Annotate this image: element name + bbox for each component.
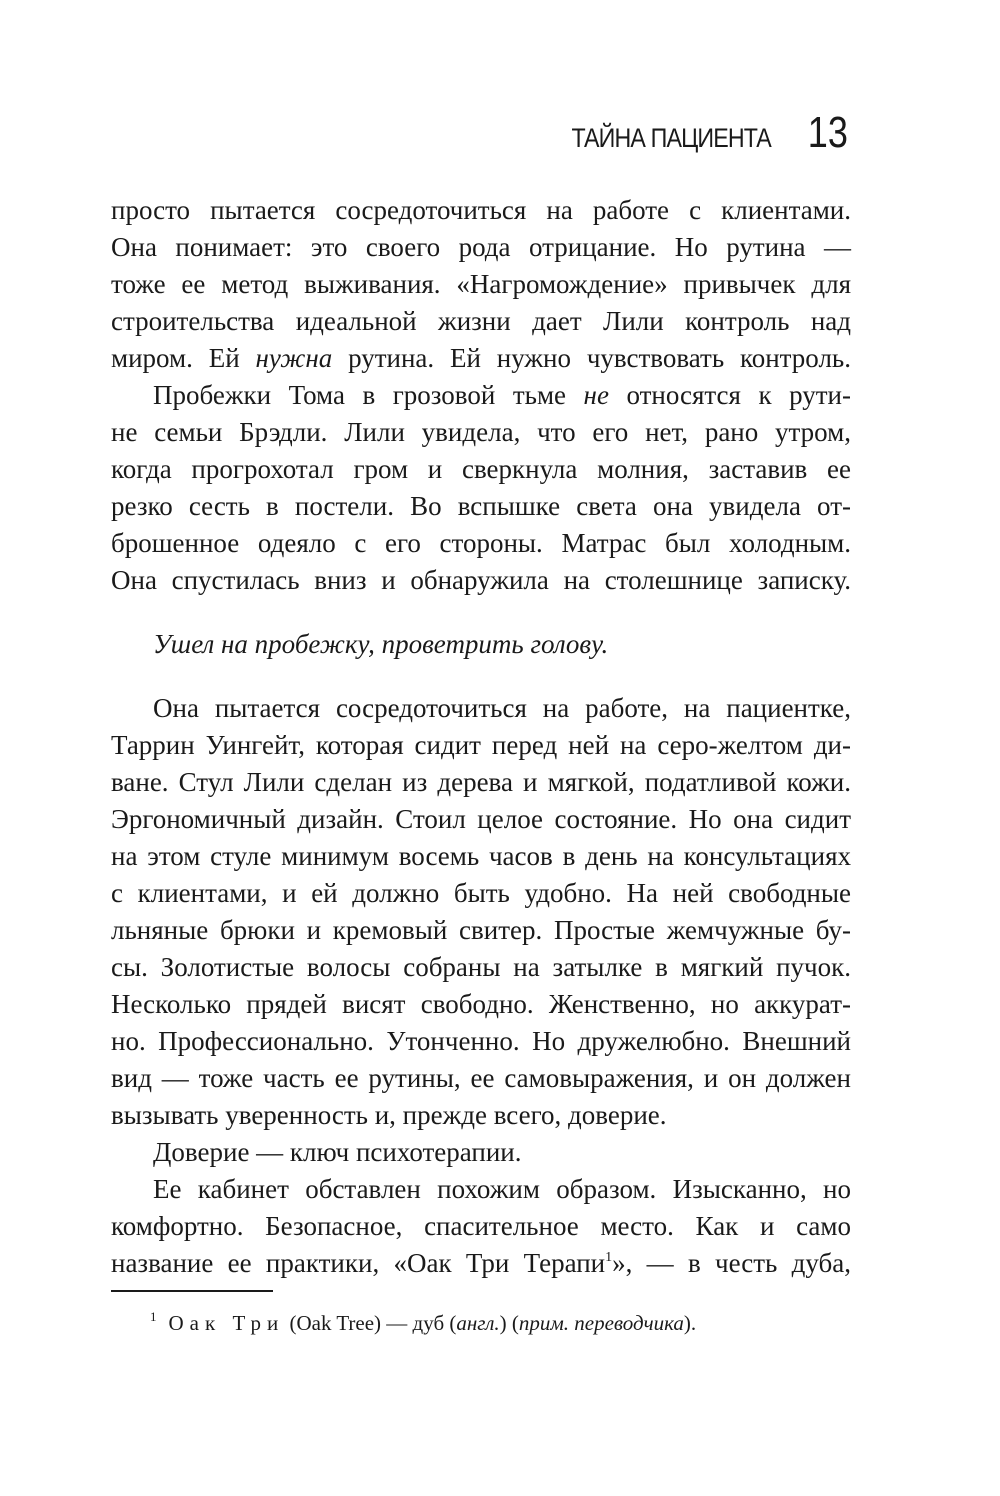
text-run: ). — [683, 1311, 697, 1335]
emphasis: нужна — [255, 343, 333, 373]
text-line: строительства идеальной жизни дает Лили контроль над — [111, 306, 851, 336]
text-run: рутина. Ей нужно чувствовать контроль. — [332, 343, 851, 373]
text-line: на этом стуле минимум восемь часов в день на консультациях — [111, 841, 851, 871]
text-line: брошенное одеяло с его стороны. Матрас был холодным. — [111, 528, 851, 558]
text-line: сы. Золотистые волосы собраны на затылке в мягкий пучок. — [111, 952, 851, 982]
text-run: миром. Ей — [111, 343, 256, 373]
text-line — [111, 377, 851, 414]
text-line: Эргономичный дизайн. Стоил целое состояние. Но она сидит — [111, 804, 851, 834]
italic-note — [111, 626, 851, 663]
text-line — [111, 340, 851, 377]
text-line: Она спустилась вниз и обнаружила на столешнице записку. — [111, 565, 851, 595]
text-line: льняные брюки и кремовый свитер. Простые жемчужные бу- — [111, 915, 851, 945]
running-head-title: ТАЙНА ПАЦИЕНТА — [571, 123, 772, 153]
emphasis: Ушел на пробежку, проветрить голову. — [153, 629, 609, 659]
footnote — [150, 1303, 696, 1337]
text-line: резко сесть в постели. Во вспышке света она увидела от- — [111, 491, 851, 521]
text-run: название ее практики, «Оак Три Терапи — [111, 1248, 606, 1278]
text-line — [111, 1245, 851, 1282]
text-line: но. Профессионально. Утонченно. Но дружелюбно. Внешний — [111, 1026, 851, 1056]
text-run: относятся к рути- — [608, 380, 851, 410]
text-run: Пробежки Тома в грозовой тьме — [153, 380, 584, 410]
text-line: Она пытается сосредоточиться на работе, на пациентке, — [153, 693, 851, 723]
footnote-term: Оак Три — [168, 1311, 285, 1335]
text-line: тоже ее метод выживания. «Нагромождение» привычек для — [111, 269, 851, 299]
footnote-mark: 1 — [150, 1309, 157, 1324]
text-line: Она понимает: это своего рода отрицание. Но рутина — — [111, 232, 851, 262]
text-run: (Oak Tree) — дуб ( — [284, 1311, 457, 1335]
footnote-reference[interactable]: 1 — [605, 1250, 613, 1265]
running-head — [539, 108, 848, 158]
text-run: », — в честь дуба, — [612, 1248, 851, 1278]
footnote-divider — [111, 1290, 273, 1292]
text-line: вызывать уверенность и, прежде всего, доверие. — [111, 1100, 667, 1130]
page-number: 13 — [807, 108, 848, 157]
text-line: Несколько прядей висят свободно. Женственно, но аккурат- — [111, 989, 851, 1019]
text-line: Таррин Уингейт, которая сидит перед ней на серо-желтом ди- — [111, 730, 851, 760]
text-line: комфортно. Безопасное, спасительное место. Как и само — [111, 1211, 851, 1241]
text-line: Доверие — ключ психотерапии. — [153, 1137, 522, 1167]
text-run: ) ( — [499, 1311, 519, 1335]
emphasis: не — [583, 380, 609, 410]
text-line: с клиентами, и ей должно быть удобно. На ней свободные — [111, 878, 851, 908]
text-line: вид — тоже часть ее рутины, ее самовыражения, и он должен — [111, 1063, 851, 1093]
body-text — [111, 192, 851, 1282]
emphasis: англ. — [456, 1311, 500, 1335]
text-line: когда прогрохотал гром и сверкнула молния, заставив ее — [111, 454, 851, 484]
emphasis: прим. переводчика — [518, 1311, 684, 1335]
text-line: Ее кабинет обставлен похожим образом. Изысканно, но — [153, 1174, 851, 1204]
text-line: просто пытается сосредоточиться на работе с клиентами. — [111, 195, 851, 225]
text-line: не семьи Брэдли. Лили увидела, что его нет, рано утром, — [111, 417, 851, 447]
text-line: ване. Стул Лили сделан из дерева и мягкой, податливой кожи. — [111, 767, 851, 797]
